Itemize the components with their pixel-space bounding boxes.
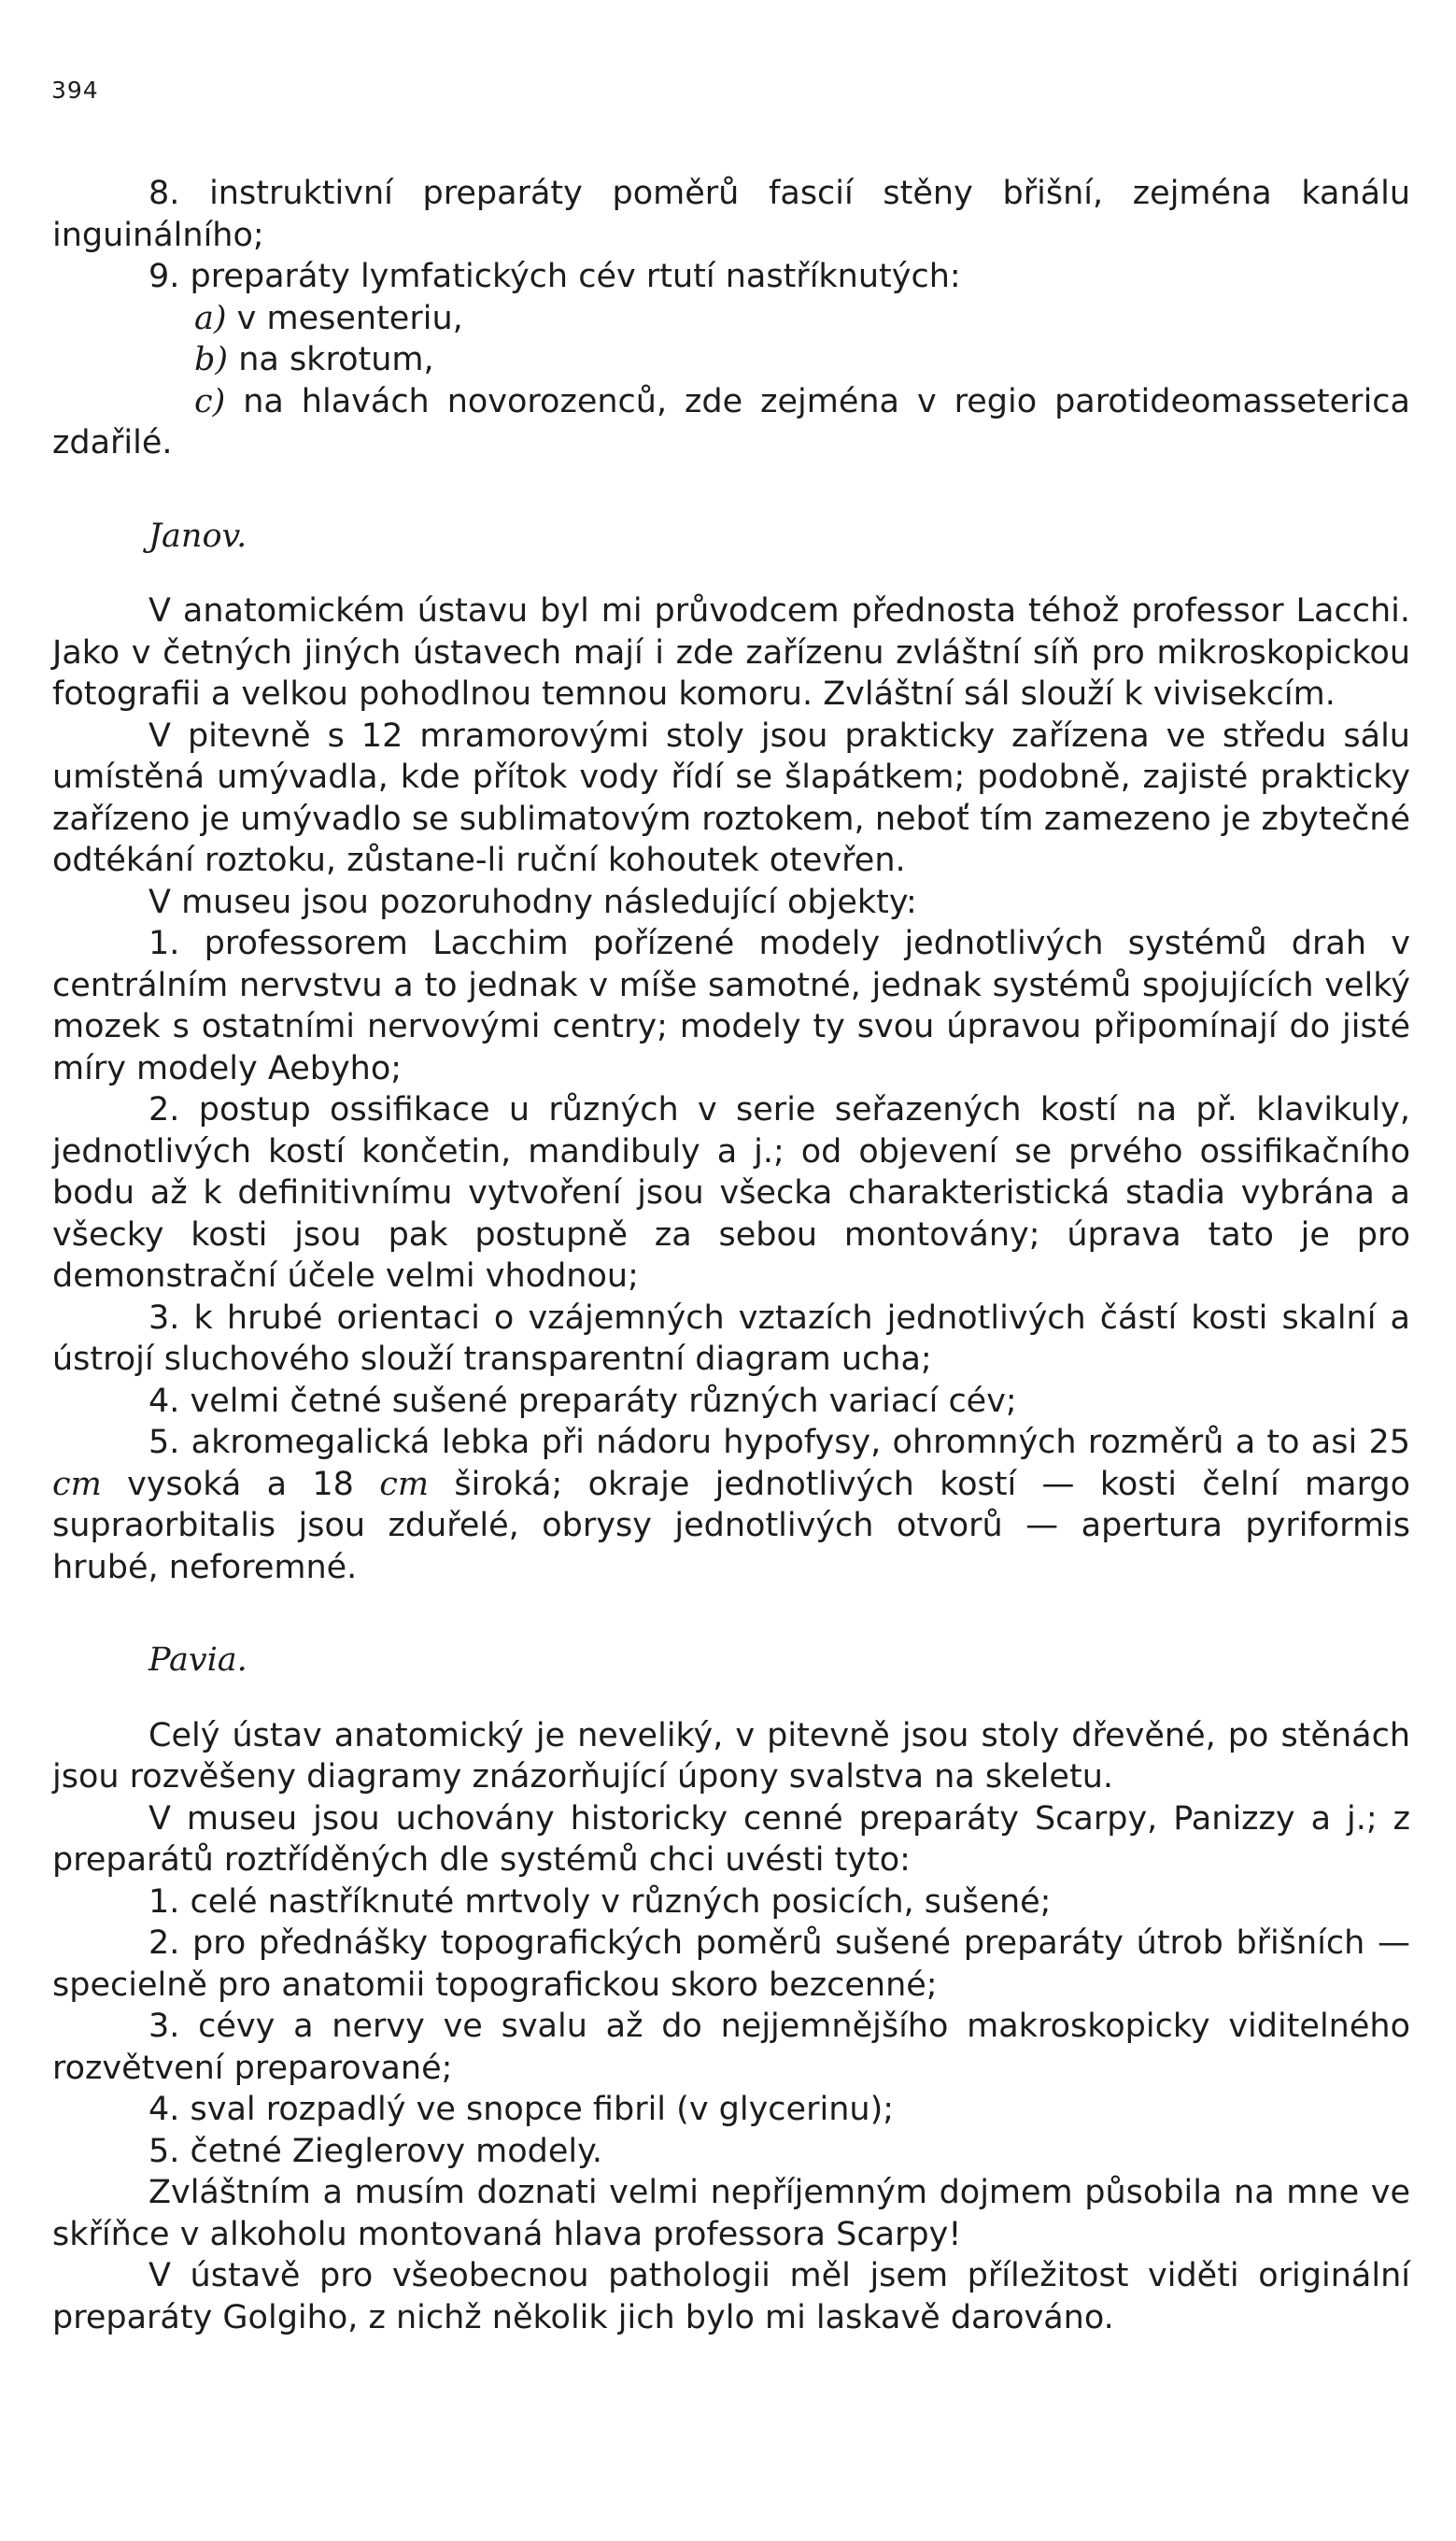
sub-item-c-marker: c): [194, 382, 226, 420]
sub-item-a-text: v mesenteriu,: [226, 299, 463, 337]
item5-text-1: 5. akromegalická lebka při nádoru hypofysy, ohromných rozměrů a to asi 25: [148, 1424, 1410, 1461]
list-item: 1. celé nastříknuté mrtvoly v různých posicích, sušené;: [148, 1882, 1052, 1921]
section-heading-genova: Janov.: [148, 517, 247, 555]
paragraph: V anatomickém ústavu byl mi průvodcem přednosta téhož professor Lacchi. Jako v četných jiných ústavech mají i zde zařízenu zvláštní síň pro mikroskopickou fotografii a velkou pohodlnou temnou komoru. Zvláštní sál slouží k vivisekcím.: [52, 592, 1410, 713]
unit-cm: cm: [52, 1465, 102, 1503]
list-item: 3. k hrubé orientaci o vzájemných vztazích jednotlivých částí kosti skalní a ústrojí sluchového slouží transparentní diagram ucha;: [52, 1299, 1410, 1378]
paragraph: Zvláštním a musím doznati velmi nepříjemným dojmem působila na mne ve skříňce v alkoholu montovaná hlava professora Scarpy!: [52, 2174, 1410, 2253]
paragraph: V museu jsou pozoruhodny následující objekty:: [148, 883, 917, 921]
list-item: 2. postup ossifikace u různých v serie seřazených kostí na př. klavikuly, jednotlivých kostí končetin, mandibuly a j.; od objevení se prvého ossifikačního bodu až k definitivnímu vytvoření jsou všecka charakteristická stadia vybrána a všecky kosti jsou pak postupně za sebou montovány; úprava tato je pro demonstrační účele velmi vhodnou;: [52, 1091, 1410, 1295]
sub-item-b-marker: b): [194, 341, 229, 378]
list-item-5-akromegalie: [52, 1422, 1410, 1588]
item5-text-2: vysoká a 18: [101, 1465, 380, 1503]
unit-cm: cm: [379, 1465, 430, 1503]
list-item: 2. pro přednášky topografických poměrů sušené preparáty útrob břišních — specielně pro anatomii topografickou skoro bezcenné;: [52, 1924, 1410, 2004]
section-heading-pavia: Pavia.: [148, 1641, 247, 1679]
paragraph: V museu jsou uchovány historicky cenné preparáty Scarpy, Panizzy a j.; z preparátů roztříděných dle systémů chci uvésti tyto:: [52, 1799, 1410, 1879]
list-item: 1. professorem Lacchim pořízené modely jednotlivých systémů drah v centrálním nervstvu a to jednak v míše samotné, jednak systémů spojujících velký mozek s ostatními nervovými centry; modely ty svou úpravou připomínají do jisté míry modely Aebyho;: [52, 925, 1410, 1087]
list-item: 5. četné Zieglerovy modely.: [148, 2132, 602, 2170]
list-item-9: 9. preparáty lymfatických cév rtutí nastříknutých:: [148, 258, 961, 295]
paragraph: V ústavě pro všeobecnou pathologii měl jsem příležitost viděti originální preparáty Golgiho, z nichž několik jich bylo mi laskavě darováno.: [52, 2257, 1410, 2336]
page-number: 394: [51, 77, 99, 104]
sub-item-c-text: na hlavách novorozenců, zde zejména v regio parotideomasseterica zdařilé.: [52, 382, 1410, 461]
sub-item-a-marker: a): [194, 299, 227, 337]
item5-text-3: široká; okraje jednotlivých kostí — kosti čelní margo supraorbitalis jsou zduřelé, obrysy jednotlivých otvorů — apertura pyriformis hrubé, neforemné.: [52, 1465, 1410, 1586]
paragraph: V pitevně s 12 mramorovými stoly jsou prakticky zařízena ve středu sálu umístěná umývadla, kde přítok vody řídí se šlapátkem; podobně, zajisté prakticky zařízeno je umývadlo se sublimatovým roztokem, neboť tím zamezeno je zbytečné odtékání roztoku, zůstane-li ruční kohoutek otevřen.: [52, 717, 1410, 879]
paragraph: Celý ústav anatomický je neveliký, v pitevně jsou stoly dřevěné, po stěnách jsou rozvěšeny diagramy znázorňující úpony svalstva na skeletu.: [52, 1716, 1410, 1796]
list-item: 4. sval rozpadlý ve snopce fibril (v glycerinu);: [148, 2091, 895, 2128]
sub-item-c: [52, 381, 1410, 464]
list-item: 4. velmi četné sušené preparáty různých variací cév;: [148, 1382, 1017, 1420]
sub-item-a: [52, 298, 1410, 340]
sub-item-b-text: na skrotum,: [228, 341, 434, 378]
list-item: 3. cévy a nervy ve svalu až do nejjemnějšího makroskopicky viditelného rozvětvení preparované;: [52, 2008, 1410, 2087]
list-item-8: 8. instruktivní preparáty poměrů fascií stěny břišní, zejména kanálu inguinálního;: [52, 175, 1410, 254]
page-text: [52, 173, 1410, 2338]
sub-item-b: [52, 339, 1410, 381]
